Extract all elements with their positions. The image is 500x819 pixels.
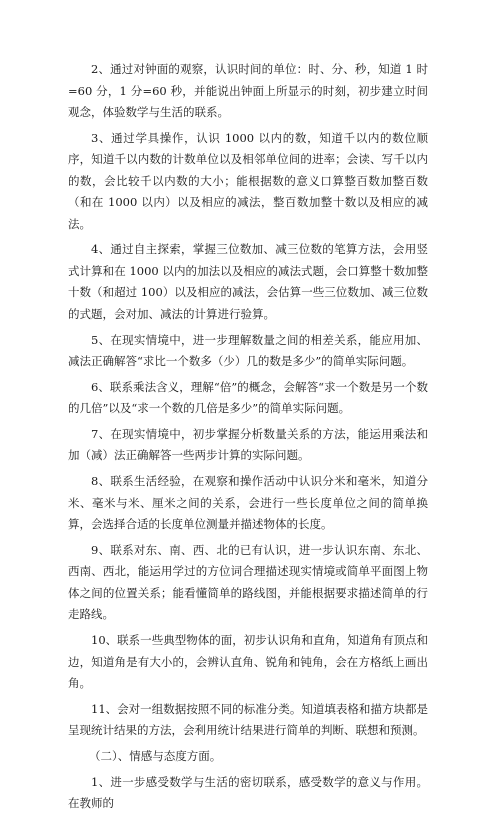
paragraph-item-11: 11、会对一组数据按照不同的标准分类。知道填表格和描方块都是呈现统计结果的方法，会利用统计结果进行简单的判断、联想和预测。 [68, 701, 428, 738]
paragraph-item-10: 10、联系一些典型物体的面，初步认识角和直角，知道角有顶点和边，知道角是有大小的，会辨认直角、锐角和钝角，会在方格纸上画出角。 [68, 633, 428, 690]
paragraph-item-7: 7、在现实情境中，初步掌握分析数量关系的方法，能运用乘法和加（减）法正确解答一些两步计算的实际问题。 [68, 426, 428, 463]
paragraph-item-8: 8、联系生活经验，在观察和操作活动中认识分米和毫米，知道分米、毫米与米、厘米之间的关系，会进行一些长度单位之间的简单换算，会选择合适的长度单位测量并描述物体的长度。 [68, 474, 428, 532]
document-page [68, 59, 428, 819]
section-heading-emotion-attitude: （二）、情感与态度方面。 [89, 748, 222, 763]
paragraph-emotion-1: 1、进一步感受数学与生活的密切联系，感受数学的意义与作用。在教师的 [68, 774, 428, 811]
paragraph-item-4: 4、通过自主探索，掌握三位数加、减三位数的笔算方法，会用竖式计算和在 1000 以内的加法以及相应的减法式题，会口算整十数加整十数（和超过 100）以及相应的减法，会估算一些三位数加、减三位数的式题，会对加、减法的计算进行验算。 [68, 242, 428, 321]
paragraph-item-2: 2、通过对钟面的观察，认识时间的单位：时、分、秒，知道 1 时=60 分，1 分=60 秒，并能说出钟面上所显示的时刻，初步建立时间观念，体验数学与生活的联系。 [68, 62, 428, 119]
paragraph-item-3: 3、通过学具操作，认识 1000 以内的数，知道千以内的数位顺序，知道千以内数的计数单位以及相邻单位间的进率；会读、写千以内的数，会比较千以内数的大小；能根据数的意义口算整百数加整百数（和在 1000 以内）以及相应的减法，整百数加整十数以及相应的减法。 [68, 130, 428, 231]
paragraph-item-9: 9、联系对东、南、西、北的已有认识，进一步认识东南、东北、西南、西北，能运用学过的方位词合理描述现实情境或简单平面图上物体之间的位置关系；能看懂简单的路线图，并能根据要求描述简单的行走路线。 [68, 542, 428, 622]
paragraph-item-6: 6、联系乘法含义，理解“倍”的概念，会解答“求一个数是另一个数的几倍”以及“求一个数的几倍是多少”的简单实际问题。 [68, 379, 428, 416]
paragraph-item-5: 5、在现实情境中，进一步理解数量之间的相差关系，能应用加、减法正确解答“求比一个数多（少）几的数是多少”的简单实际问题。 [68, 332, 428, 369]
